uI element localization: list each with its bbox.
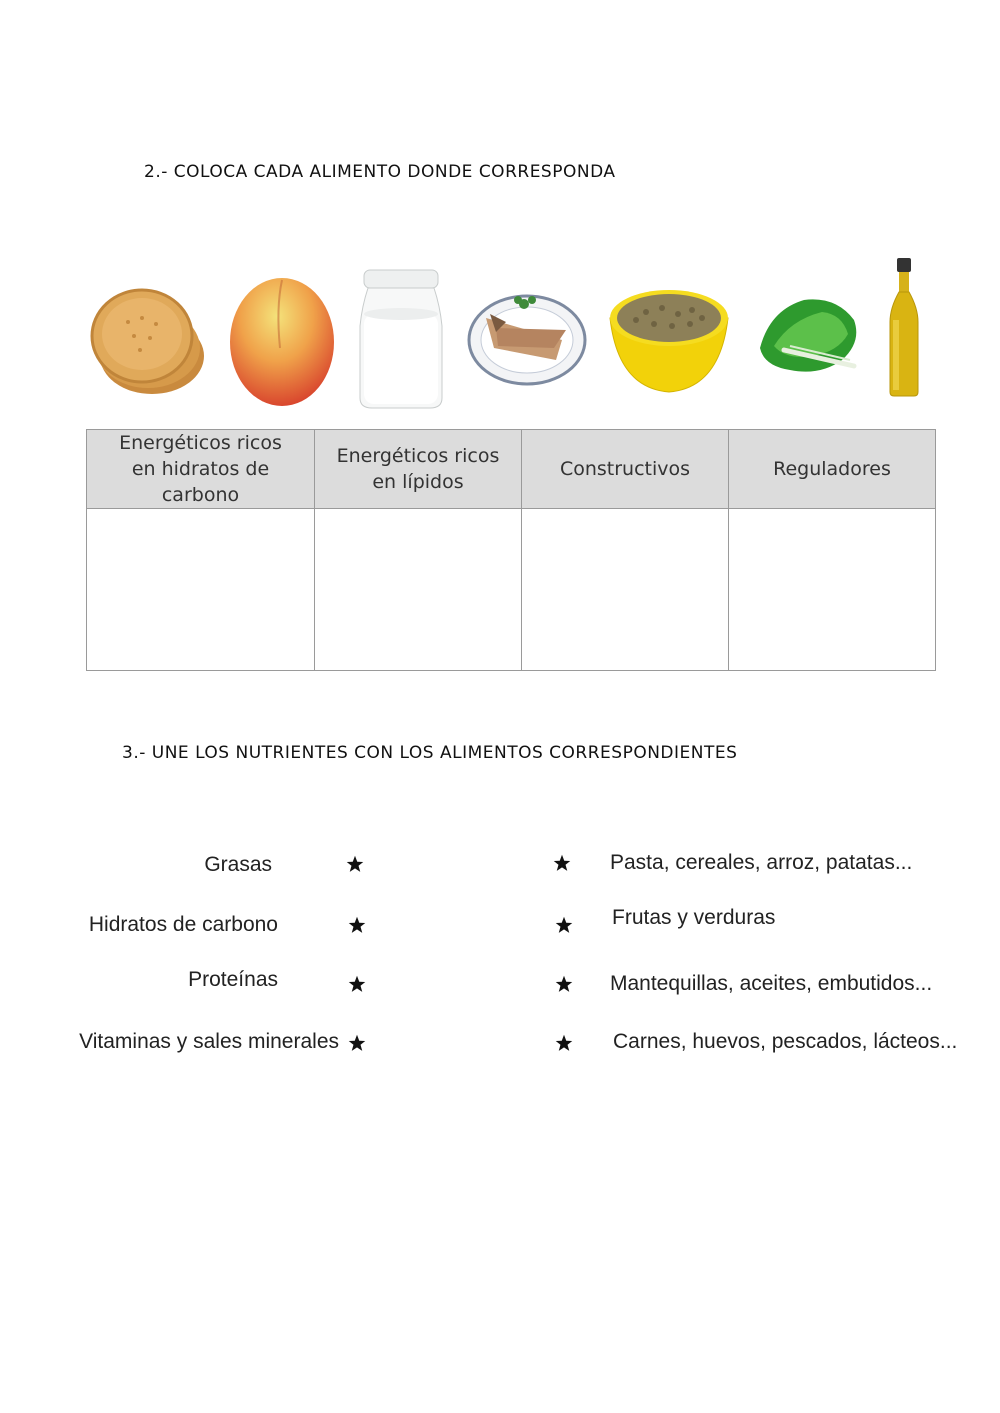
header-energeticos-hidratos: Energéticos ricos en hidratos de carbono bbox=[87, 430, 315, 509]
section-2-heading: 2.- COLOCA CADA ALIMENTO DONDE CORRESPONDA bbox=[144, 162, 616, 182]
chard-image[interactable] bbox=[750, 290, 866, 380]
food-group-label-mantequillas: Mantequillas, aceites, embutidos... bbox=[610, 972, 933, 995]
nutrient-label-vitaminas: Vitaminas y sales minerales bbox=[79, 1030, 339, 1053]
cookies-image[interactable] bbox=[90, 278, 208, 400]
nutrient-label-grasas: Grasas bbox=[204, 853, 272, 876]
table-header-row bbox=[87, 430, 936, 509]
classification-table bbox=[86, 429, 936, 671]
star-icon[interactable] bbox=[555, 975, 573, 993]
lentils-bowl-image[interactable] bbox=[606, 284, 732, 396]
food-group-label-carnes: Carnes, huevos, pescados, lácteos... bbox=[613, 1030, 958, 1053]
drop-zone-lipidos[interactable] bbox=[315, 509, 522, 671]
star-icon[interactable] bbox=[348, 975, 366, 993]
header-constructivos: Constructivos bbox=[522, 430, 729, 509]
section-3-heading: 3.- UNE LOS NUTRIENTES CON LOS ALIMENTOS CORRESPONDIENTES bbox=[122, 743, 738, 763]
drop-zone-constructivos[interactable] bbox=[522, 509, 729, 671]
star-icon[interactable] bbox=[346, 855, 364, 873]
star-icon[interactable] bbox=[348, 1034, 366, 1052]
drop-zone-hidratos[interactable] bbox=[87, 509, 315, 671]
food-group-label-frutas: Frutas y verduras bbox=[612, 906, 776, 929]
header-energeticos-lipidos: Energéticos ricos en lípidos bbox=[315, 430, 522, 509]
nutrient-label-hidratos: Hidratos de carbono bbox=[88, 913, 278, 936]
nutrient-label-proteinas: Proteínas bbox=[188, 968, 278, 991]
fish-plate-image[interactable] bbox=[466, 288, 588, 388]
oil-bottle-image[interactable] bbox=[886, 256, 922, 398]
header-reguladores: Reguladores bbox=[729, 430, 936, 509]
star-icon[interactable] bbox=[555, 1034, 573, 1052]
milk-jar-image[interactable] bbox=[356, 266, 446, 412]
drop-row bbox=[87, 509, 936, 671]
peach-image[interactable] bbox=[226, 268, 338, 410]
star-icon[interactable] bbox=[553, 854, 571, 872]
food-group-label-pasta: Pasta, cereales, arroz, patatas... bbox=[610, 851, 913, 874]
star-icon[interactable] bbox=[555, 916, 573, 934]
drop-zone-reguladores[interactable] bbox=[729, 509, 936, 671]
star-icon[interactable] bbox=[348, 916, 366, 934]
